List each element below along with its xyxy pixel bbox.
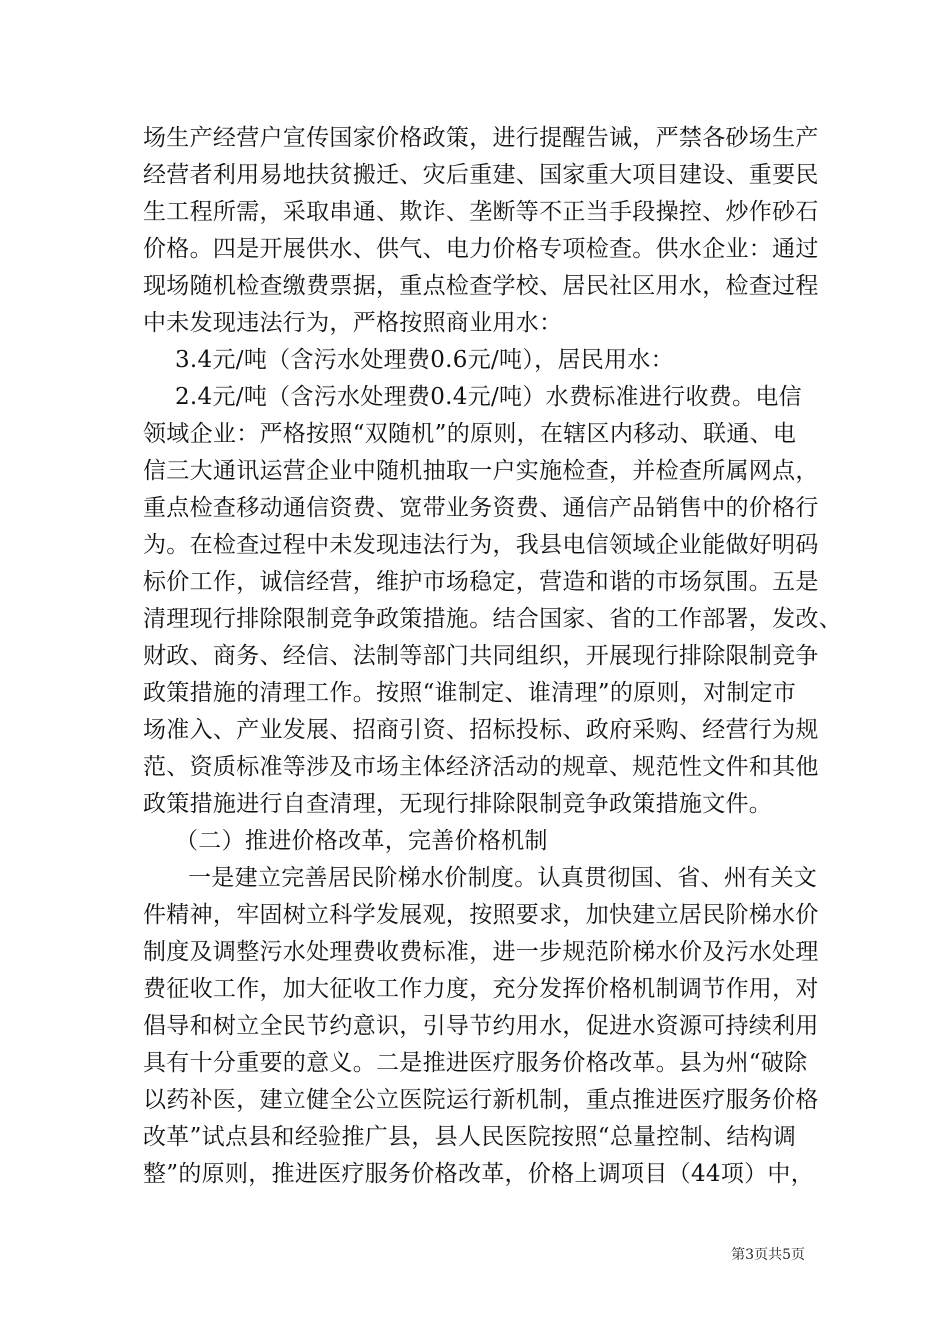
page-number: 第3页共5页 bbox=[731, 1247, 805, 1263]
text-line: 标价工作，诚信经营，维护市场稳定，营造和谐的市场氛围。五是 bbox=[143, 569, 819, 595]
text-line: 为。在检查过程中未发现违法行为，我县电信领域企业能做好明码 bbox=[143, 532, 819, 558]
text-line: 政策措施进行自查清理，无现行排除限制竞争政策措施文件。 bbox=[143, 791, 773, 817]
text-line: 清理现行排除限制竞争政策措施。结合国家、省的工作部署，发改、 bbox=[143, 606, 842, 632]
text-line: 信三大通讯运营企业中随机抽取一户实施检查，并检查所属网点， bbox=[143, 458, 819, 484]
text-line: 件精神，牢固树立科学发展观，按照要求，加快建立居民阶梯水价 bbox=[143, 902, 819, 928]
text-line: 政策措施的清理工作。按照“谁制定、谁清理”的原则，对制定市 bbox=[143, 680, 797, 706]
text-line: 2.4元/吨（含污水处理费0.4元/吨）水费标准进行收费。电信 bbox=[175, 384, 802, 410]
text-line: 重点检查移动通信资费、宽带业务资费、通信产品销售中的价格行 bbox=[143, 495, 819, 521]
text-line: 倡导和树立全民节约意识，引导节约用水，促进水资源可持续利用 bbox=[143, 1013, 819, 1039]
text-line: 3.4元/吨（含污水处理费0.6元/吨），居民用水： bbox=[175, 347, 674, 373]
text-line: 价格。四是开展供水、供气、电力价格专项检查。供水企业：通过 bbox=[143, 236, 819, 262]
text-line: 财政、商务、经信、法制等部门共同组织，开展现行排除限制竞争 bbox=[143, 643, 819, 669]
text-line: 费征收工作，加大征收工作力度，充分发挥价格机制调节作用，对 bbox=[143, 976, 819, 1002]
text-line: 领域企业：严格按照“双随机”的原则，在辖区内移动、联通、电 bbox=[143, 421, 797, 447]
text-line: 具有十分重要的意义。二是推进医疗服务价格改革。县为州“破除 bbox=[143, 1050, 808, 1076]
text-line: 制度及调整污水处理费收费标准，进一步规范阶梯水价及污水处理 bbox=[143, 939, 819, 965]
text-line: 中未发现违法行为，严格按照商业用水： bbox=[143, 310, 563, 336]
text-line: 现场随机检查缴费票据，重点检查学校、居民社区用水，检查过程 bbox=[143, 273, 819, 299]
text-line: 经营者利用易地扶贫搬迁、灾后重建、国家重大项目建设、重要民 bbox=[143, 162, 819, 188]
text-line: 生工程所需，采取串通、欺诈、垄断等不正当手段操控、炒作砂石 bbox=[143, 199, 819, 225]
text-line: 场生产经营户宣传国家价格政策，进行提醒告诫，严禁各砂场生产 bbox=[143, 125, 819, 151]
text-line: 改革”试点县和经验推广县，县人民医院按照“总量控制、结构调 bbox=[143, 1124, 797, 1150]
section-heading: （二）推进价格改革，完善价格机制 bbox=[175, 828, 548, 854]
text-line: 场准入、产业发展、招商引资、招标投标、政府采购、经营行为规 bbox=[143, 717, 819, 743]
text-line: 整”的原则，推进医疗服务价格改革，价格上调项目（44项）中， bbox=[143, 1161, 815, 1187]
text-line: 一是建立完善居民阶梯水价制度。认真贯彻国、省、州有关文 bbox=[188, 865, 818, 891]
text-line: 范、资质标准等涉及市场主体经济活动的规章、规范性文件和其他 bbox=[143, 754, 819, 780]
text-line: 以药补医，建立健全公立医院运行新机制，重点推进医疗服务价格 bbox=[143, 1087, 819, 1113]
